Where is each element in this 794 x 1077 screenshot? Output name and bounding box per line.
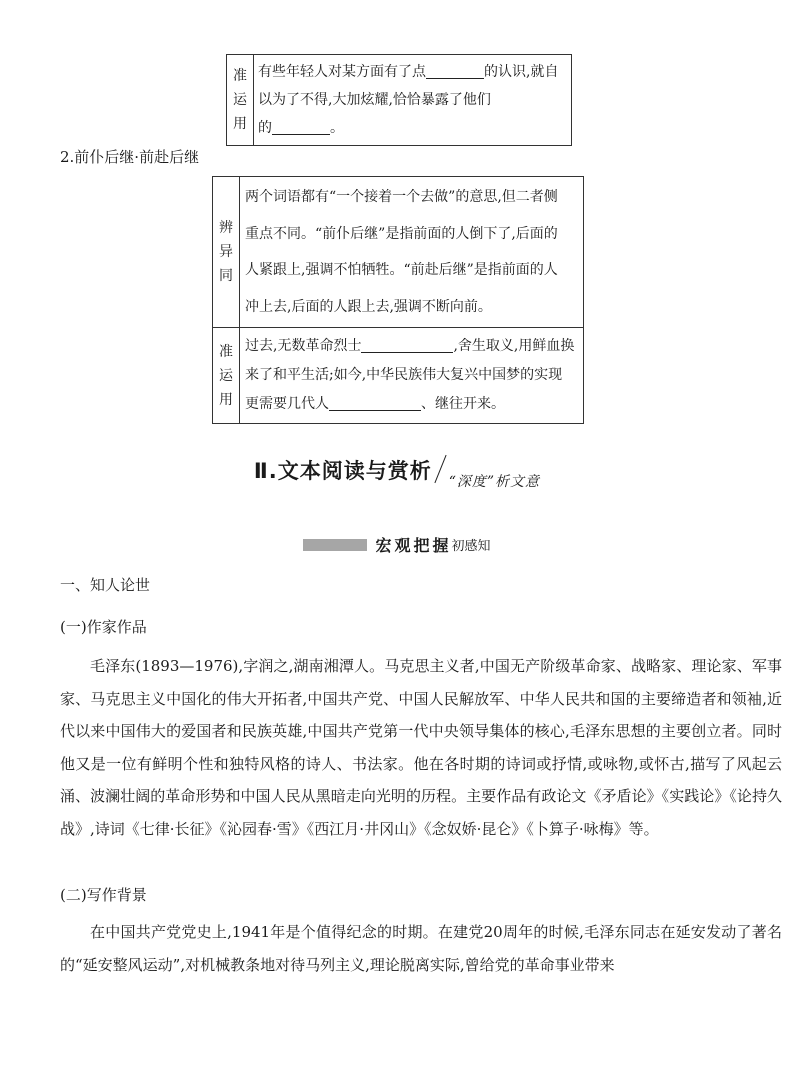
answer-blank[interactable] [361,336,453,353]
band-title: 宏观把握 [375,536,452,555]
band-subtitle: 初感知 [451,539,491,554]
answer-blank[interactable] [272,118,330,135]
distinguish-table [212,176,584,424]
author-paragraph: 毛泽东(1893—1976),字润之,湖南湘潭人。马克思主义者,中国无产阶级革命家、战略家、理论家、军事家、马克思主义中国化的伟大开拓者,中国共产党、中国人民解放军、中华人民共和国的主要缔造者和领袖,近代以来中国伟大的爱国者和民族英雄,中国共产党第一代中央领导集体的核心,毛泽东思想的主要创立者。同时他又是一位有鲜明个性和独特风格的诗人、书法家。他在各时期的诗词或抒情,或咏物,或怀古,描写了风起云涌、波澜壮阔的革命形势和中国人民从黑暗走向光明的历程。主要作品有政论文《矛盾论》《实践论》《论持久战》,诗词《七律·长征》《沁园春·雪》《西江月·井冈山》《念奴娇·昆仑》《卜算子·咏梅》等。 [60,657,782,838]
distinguish-label: 辨 异 同 [213,177,240,328]
background-paragraph: 在中国共产党党史上,1941年是个值得纪念的时期。在建党20周年的时候,毛泽东同志在延安发动了著名的“延安整风运动”,对机械教条地对待马列主义,理论脱离实际,曾给党的革命事业带来 [60,923,782,974]
section-subtitle: “深度”析文意 [448,474,541,490]
distinguish-text: 两个词语都有“一个接着一个去做”的意思,但二者侧 重点不同。“前仆后继”是指前面的人倒下了,后面的 人紧跟上,强调不怕牺牲。“前赴后继”是指前面的人 冲上去,后面的人跟上去,强调不断向前。 [240,177,584,328]
answer-blank[interactable] [426,62,484,79]
usage-label: 准 运 用 [213,328,240,424]
band-heading [0,533,794,556]
heading-author-works: (一)作家作品 [60,618,147,636]
usage-label: 准 运 用 [227,55,254,146]
section-title: Ⅱ.文本阅读与赏析 [253,459,432,483]
heading-know-author: 一、知人论世 [60,576,151,594]
grey-bar-decoration [303,539,367,551]
usage-text: 过去,无数革命烈士 ,舍生取义,用鲜血换 来了和平生活;如今,中华民族伟大复兴中国梦的实现 更需要几代人 、继往开来。 [240,328,584,424]
item-2-title: 2.前仆后继·前赴后继 [60,148,200,166]
usage-table-1 [226,54,572,146]
slash-divider [434,455,446,483]
heading-background: (二)写作背景 [60,886,147,904]
answer-blank[interactable] [329,394,421,411]
usage-text: 有些年轻人对某方面有了点 的认识,就自 以为了不得,大加炫耀,恰恰暴露了他们 的 。 [254,55,572,146]
section-heading [0,454,794,491]
